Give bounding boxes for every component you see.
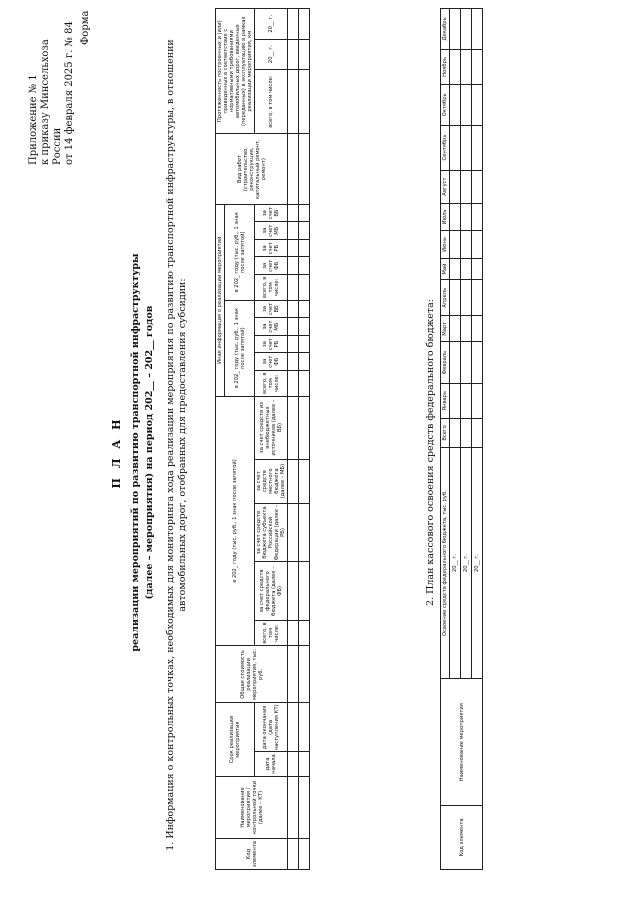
month-12: Декабрь — [441, 9, 450, 50]
col-vb: за счет средств из внебюджетных источников (далее – ВБ) — [255, 396, 288, 459]
col-work-type: Вид работ (строительство, реконструкция, капитальный ремонт, ремонт) — [216, 134, 288, 204]
control-points-table — [215, 8, 310, 870]
col-a-total: всего, в том числе: — [255, 370, 288, 396]
section-1-heading: 1. Информация о контрольных точках, необходимых для мониторинга хода реализации мероприятия по развитию транспортной инфраструктуры, в отношении автомобильных дорог, отобранных для предоставления субсидии: — [165, 39, 188, 851]
col-b-vb: за счет ВБ — [255, 204, 288, 222]
col-name: Наименование мероприятия / контрольной точки (далее – КТ) — [216, 776, 288, 838]
plan-subtitle-2: (далее – мероприятия) на период 202__ – 202__ годов — [144, 305, 155, 600]
col-mb: за счет средств местного бюджета (далее – МБ) — [255, 459, 288, 503]
col-len-total: всего, в том числе: — [255, 69, 288, 134]
table-row — [288, 9, 299, 870]
year-label: 20__ г. — [461, 447, 472, 679]
col-code: Код элемента — [441, 805, 483, 869]
month-8: Август — [441, 170, 450, 203]
col-code: Код элемента — [216, 839, 288, 870]
month-7: Июль — [441, 203, 450, 230]
col-a-vb: за счет ВБ — [255, 300, 288, 318]
appendix-line-1: Приложение № 1 — [28, 74, 39, 165]
col-mastering: Освоение средств федерального бюджета, тыс. руб. — [441, 447, 450, 679]
col-len-y1: 20__ г. — [255, 39, 288, 69]
col-total-cost: Общая стоимость реализации мероприятия, тыс. руб. — [216, 646, 288, 703]
month-10: Октябрь — [441, 85, 450, 125]
col-b-mb: за счет МБ — [255, 222, 288, 240]
col-fb: за счет средств федерального бюджета (далее – ФБ) — [255, 562, 288, 620]
plan-title: П Л А Н — [110, 416, 123, 489]
col-a-mb: за счет МБ — [255, 318, 288, 336]
month-6: Июнь — [441, 231, 450, 259]
col-len-y2: 20__ г. — [255, 9, 288, 40]
year-label: 20__ г. — [450, 447, 461, 679]
col-rb: за счет средств бюджета субъекта Российской Федерации (далее – РБ) — [256, 504, 286, 561]
col-length: Протяженность построенных и (или) приведенных в соответствие с нормативными требованиями автомобильных дорог, введенных (переданных) в эксплуатацию в рамках реализации мероприятия, км — [216, 9, 255, 134]
col-year-group: в 202_ году (тыс. руб., 1 знак после запятой) — [216, 396, 255, 646]
month-5: Май — [441, 258, 450, 280]
col-deadline: Срок реализации мероприятия — [216, 703, 255, 776]
col-a-fb: за счет ФБ — [255, 353, 288, 371]
col-start: дата начала — [255, 752, 288, 776]
col-year-a: в 202_ году (тыс. руб., 1 знак после запятой) — [225, 300, 255, 396]
appendix-line-3: от 14 февраля 2025 г. № 84 — [64, 21, 75, 165]
month-9: Сентябрь — [441, 125, 450, 170]
appendix-header — [28, 15, 76, 165]
section-2-heading: 2. План кассового освоения средств федерального бюджета: — [425, 299, 436, 606]
plan-subtitle-1: реализации мероприятий по развитию транспортной инфраструктуры — [130, 253, 141, 652]
month-4: Апрель — [441, 280, 450, 316]
table-row — [299, 9, 310, 870]
year-label: 20__ г. — [472, 447, 483, 679]
month-3: Март — [441, 316, 450, 342]
appendix-line-2: к приказу Минсельхоза России — [40, 39, 63, 165]
month-1: Январь — [441, 383, 450, 418]
col-total: Всего — [441, 418, 450, 447]
cash-plan-table — [440, 8, 483, 870]
col-end: дата окончания (дата наступления КТ) — [255, 703, 288, 752]
col-b-fb: за счет ФБ — [255, 257, 288, 275]
month-11: Ноябрь — [441, 49, 450, 84]
col-year-b: в 202_ году (тыс. руб., 1 знак после запятой) — [225, 204, 255, 300]
col-b-total: всего, в том числе: — [255, 275, 288, 301]
col-other-info: Иная информация о реализации мероприятий — [216, 204, 225, 396]
col-name: Наименование мероприятия — [441, 679, 483, 805]
col-total-incl: всего, в том числе: — [255, 620, 288, 646]
month-2: Февраль — [441, 342, 450, 383]
col-a-rb: за счет РБ — [255, 335, 288, 352]
col-b-rb: за счет РБ — [255, 240, 288, 257]
form-label: Форма — [80, 10, 91, 45]
